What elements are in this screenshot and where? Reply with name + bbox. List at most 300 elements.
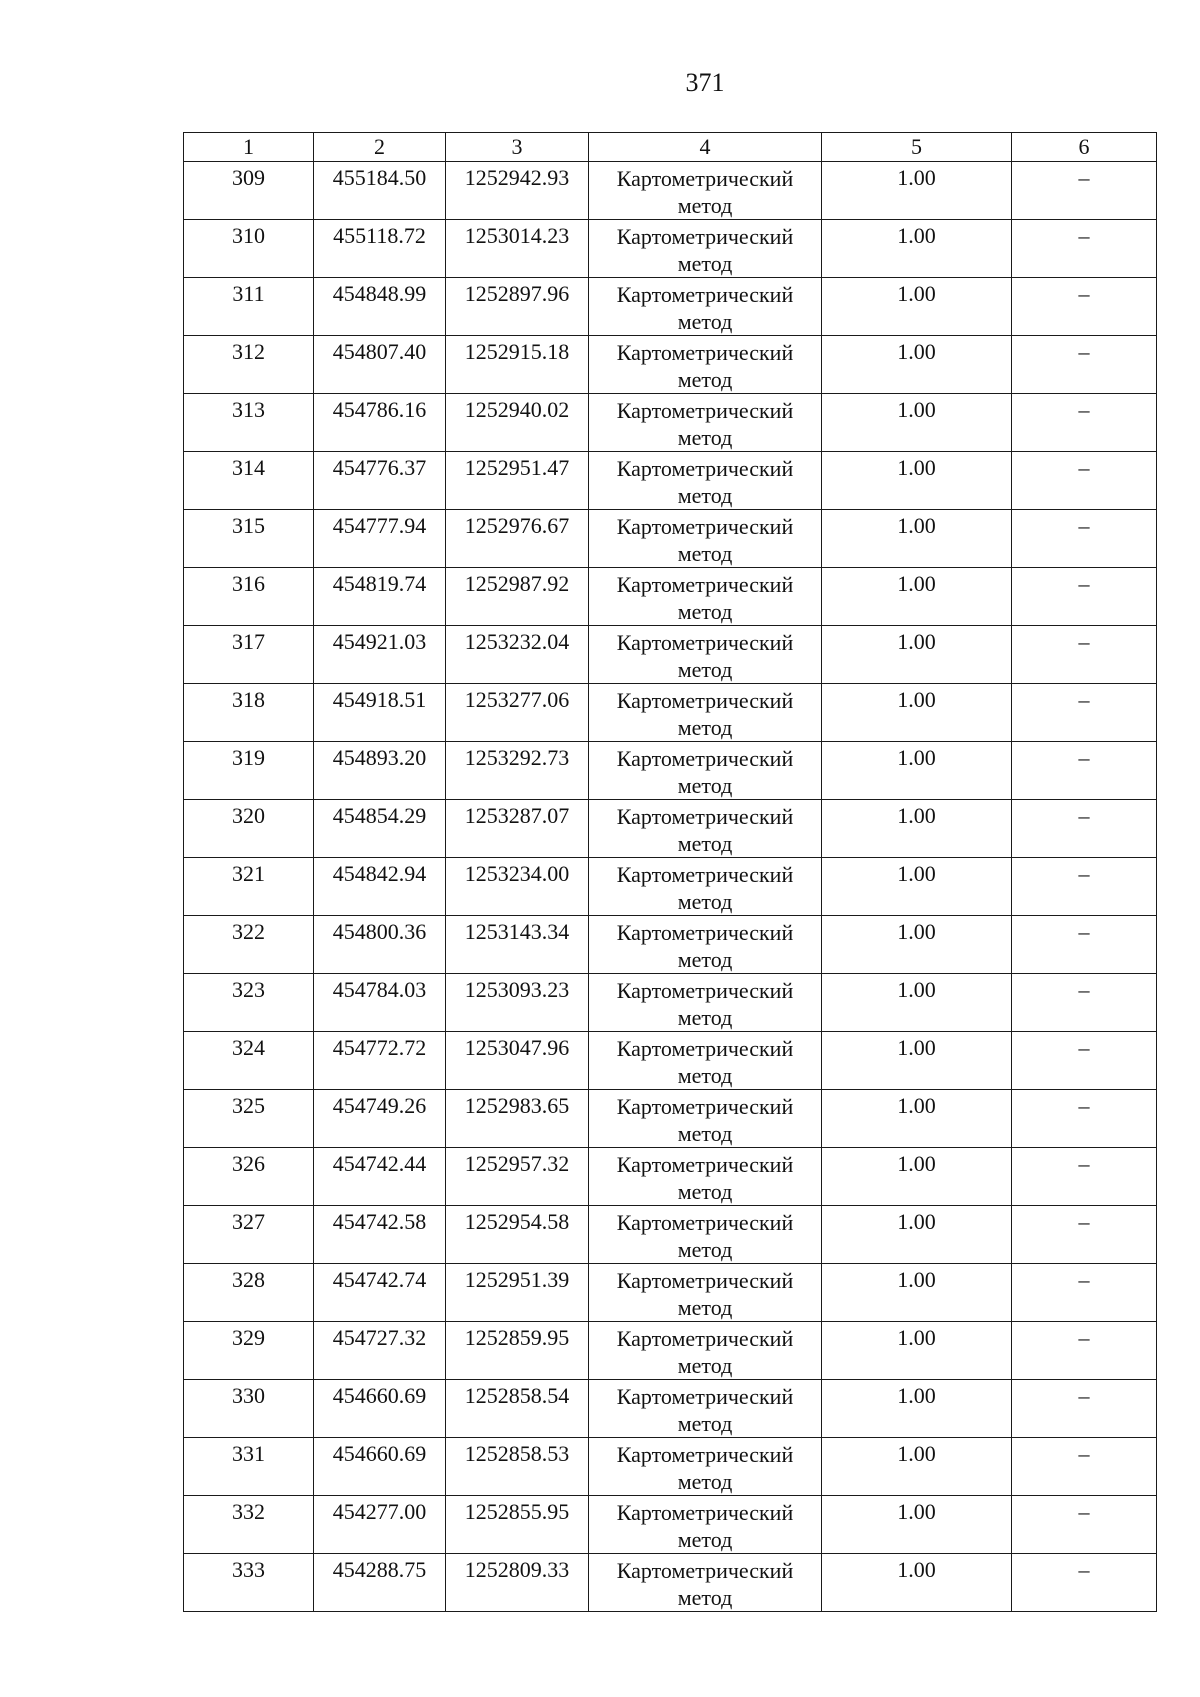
note-cell-text: –	[1078, 861, 1090, 886]
note-cell-text: –	[1078, 745, 1090, 770]
note-cell	[1012, 742, 1157, 800]
note-cell	[1012, 278, 1157, 336]
method-cell-text: метод	[677, 193, 733, 218]
method-cell-text: Картометрический	[616, 978, 794, 1003]
y-coordinate-cell-text: 1253093.23	[464, 977, 570, 1002]
method-cell-text: метод	[677, 1179, 733, 1204]
y-coordinate-cell-text: 1252987.92	[464, 571, 570, 596]
note-cell	[1012, 1032, 1157, 1090]
point-number-cell	[184, 916, 314, 974]
x-coordinate-cell-text: 454660.69	[332, 1383, 427, 1408]
x-coordinate-cell-text: 455184.50	[332, 165, 427, 190]
note-cell-text: –	[1078, 1441, 1090, 1466]
method-cell-text: Картометрический	[616, 804, 794, 829]
note-cell	[1012, 974, 1157, 1032]
point-number-cell-text: 312	[232, 339, 265, 364]
y-coordinate-cell	[446, 162, 589, 220]
accuracy-cell-text: 1.00	[897, 223, 936, 248]
accuracy-cell	[822, 1090, 1012, 1148]
table-row	[184, 1554, 1157, 1612]
method-cell-text: Картометрический	[616, 746, 794, 771]
x-coordinate-cell-text: 454786.16	[332, 397, 427, 422]
point-number-cell	[184, 568, 314, 626]
accuracy-cell-text: 1.00	[897, 339, 936, 364]
method-cell	[589, 1090, 822, 1148]
method-cell	[589, 1496, 822, 1554]
note-cell-text: –	[1078, 165, 1090, 190]
point-number-cell-text: 322	[232, 919, 265, 944]
point-number-cell-text: 316	[232, 571, 265, 596]
method-cell	[589, 336, 822, 394]
accuracy-cell	[822, 742, 1012, 800]
column-header: 3	[446, 133, 589, 162]
method-cell	[589, 858, 822, 916]
accuracy-cell-text: 1.00	[897, 745, 936, 770]
y-coordinate-cell	[446, 1438, 589, 1496]
table-body	[184, 162, 1157, 1612]
y-coordinate-cell	[446, 452, 589, 510]
table-row	[184, 974, 1157, 1032]
table-row	[184, 162, 1157, 220]
method-cell-text: Картометрический	[616, 224, 794, 249]
method-cell-text: Картометрический	[616, 166, 794, 191]
table-row	[184, 1148, 1157, 1206]
point-number-cell	[184, 162, 314, 220]
method-cell	[589, 394, 822, 452]
method-cell	[589, 1148, 822, 1206]
note-cell	[1012, 626, 1157, 684]
method-cell	[589, 684, 822, 742]
accuracy-cell	[822, 568, 1012, 626]
method-cell-text: метод	[677, 483, 733, 508]
accuracy-cell-text: 1.00	[897, 1325, 936, 1350]
x-coordinate-cell	[314, 800, 446, 858]
note-cell	[1012, 916, 1157, 974]
method-cell	[589, 510, 822, 568]
note-cell-text: –	[1078, 1325, 1090, 1350]
point-number-cell-text: 331	[232, 1441, 265, 1466]
note-cell-text: –	[1078, 687, 1090, 712]
x-coordinate-cell-text: 454777.94	[332, 513, 427, 538]
table-row	[184, 510, 1157, 568]
method-cell-text: метод	[677, 1353, 733, 1378]
accuracy-cell	[822, 336, 1012, 394]
accuracy-cell	[822, 1148, 1012, 1206]
accuracy-cell	[822, 220, 1012, 278]
method-cell-text: метод	[677, 1237, 733, 1262]
method-cell-text: Картометрический	[616, 1500, 794, 1525]
x-coordinate-cell-text: 454742.74	[332, 1267, 427, 1292]
method-cell-text: метод	[677, 1469, 733, 1494]
note-cell-text: –	[1078, 397, 1090, 422]
x-coordinate-cell-text: 454660.69	[332, 1441, 427, 1466]
method-cell	[589, 742, 822, 800]
y-coordinate-cell	[446, 1380, 589, 1438]
method-cell	[589, 1380, 822, 1438]
note-cell	[1012, 220, 1157, 278]
x-coordinate-cell	[314, 916, 446, 974]
method-cell-text: метод	[677, 251, 733, 276]
method-cell-text: Картометрический	[616, 1036, 794, 1061]
point-number-cell	[184, 452, 314, 510]
coordinates-table	[183, 132, 1157, 1612]
note-cell-text: –	[1078, 629, 1090, 654]
note-cell	[1012, 162, 1157, 220]
point-number-cell	[184, 858, 314, 916]
x-coordinate-cell	[314, 394, 446, 452]
table-row	[184, 1438, 1157, 1496]
method-cell	[589, 974, 822, 1032]
point-number-cell	[184, 394, 314, 452]
x-coordinate-cell	[314, 510, 446, 568]
y-coordinate-cell	[446, 1206, 589, 1264]
coordinates-table-wrapper	[183, 132, 1156, 1612]
x-coordinate-cell-text: 455118.72	[333, 223, 426, 248]
point-number-cell	[184, 1090, 314, 1148]
x-coordinate-cell-text: 454842.94	[332, 861, 427, 886]
method-cell	[589, 1322, 822, 1380]
table-row	[184, 684, 1157, 742]
method-cell-text: метод	[677, 715, 733, 740]
y-coordinate-cell-text: 1252942.93	[464, 165, 570, 190]
method-cell	[589, 626, 822, 684]
note-cell	[1012, 510, 1157, 568]
accuracy-cell	[822, 278, 1012, 336]
y-coordinate-cell	[446, 684, 589, 742]
y-coordinate-cell-text: 1253292.73	[464, 745, 570, 770]
y-coordinate-cell	[446, 1496, 589, 1554]
accuracy-cell-text: 1.00	[897, 803, 936, 828]
method-cell	[589, 916, 822, 974]
note-cell	[1012, 1090, 1157, 1148]
accuracy-cell	[822, 626, 1012, 684]
point-number-cell	[184, 1496, 314, 1554]
method-cell	[589, 800, 822, 858]
column-header: 1	[184, 133, 314, 162]
y-coordinate-cell	[446, 568, 589, 626]
point-number-cell	[184, 626, 314, 684]
accuracy-cell	[822, 800, 1012, 858]
accuracy-cell	[822, 162, 1012, 220]
point-number-cell	[184, 1206, 314, 1264]
note-cell	[1012, 452, 1157, 510]
y-coordinate-cell	[446, 336, 589, 394]
point-number-cell	[184, 800, 314, 858]
method-cell-text: метод	[677, 1063, 733, 1088]
y-coordinate-cell-text: 1252954.58	[464, 1209, 570, 1234]
method-cell-text: Картометрический	[616, 630, 794, 655]
accuracy-cell	[822, 974, 1012, 1032]
y-coordinate-cell	[446, 974, 589, 1032]
note-cell-text: –	[1078, 919, 1090, 944]
method-cell-text: метод	[677, 367, 733, 392]
y-coordinate-cell	[446, 626, 589, 684]
x-coordinate-cell-text: 454772.72	[332, 1035, 427, 1060]
accuracy-cell	[822, 1380, 1012, 1438]
x-coordinate-cell-text: 454918.51	[332, 687, 427, 712]
method-cell	[589, 220, 822, 278]
accuracy-cell-text: 1.00	[897, 861, 936, 886]
table-row	[184, 916, 1157, 974]
y-coordinate-cell-text: 1252809.33	[464, 1557, 570, 1582]
x-coordinate-cell-text: 454848.99	[332, 281, 427, 306]
method-cell-text: Картометрический	[616, 456, 794, 481]
note-cell-text: –	[1078, 1267, 1090, 1292]
accuracy-cell-text: 1.00	[897, 1151, 936, 1176]
accuracy-cell-text: 1.00	[897, 1209, 936, 1234]
method-cell-text: Картометрический	[616, 1326, 794, 1351]
point-number-cell-text: 311	[232, 281, 265, 306]
x-coordinate-cell-text: 454742.58	[332, 1209, 427, 1234]
accuracy-cell	[822, 1438, 1012, 1496]
table-row	[184, 1380, 1157, 1438]
point-number-cell	[184, 336, 314, 394]
y-coordinate-cell-text: 1252855.95	[464, 1499, 570, 1524]
x-coordinate-cell	[314, 1148, 446, 1206]
x-coordinate-cell	[314, 278, 446, 336]
note-cell	[1012, 568, 1157, 626]
point-number-cell-text: 310	[232, 223, 265, 248]
point-number-cell-text: 319	[232, 745, 265, 770]
method-cell-text: Картометрический	[616, 1558, 794, 1583]
note-cell-text: –	[1078, 803, 1090, 828]
point-number-cell-text: 309	[232, 165, 265, 190]
method-cell-text: Картометрический	[616, 572, 794, 597]
note-cell	[1012, 336, 1157, 394]
method-cell-text: метод	[677, 541, 733, 566]
method-cell-text: Картометрический	[616, 1210, 794, 1235]
method-cell	[589, 1206, 822, 1264]
point-number-cell-text: 325	[232, 1093, 265, 1118]
method-cell	[589, 1438, 822, 1496]
accuracy-cell	[822, 1032, 1012, 1090]
point-number-cell	[184, 684, 314, 742]
table-row	[184, 1322, 1157, 1380]
y-coordinate-cell	[446, 742, 589, 800]
x-coordinate-cell-text: 454819.74	[332, 571, 427, 596]
y-coordinate-cell-text: 1252897.96	[464, 281, 570, 306]
point-number-cell	[184, 1438, 314, 1496]
accuracy-cell-text: 1.00	[897, 1267, 936, 1292]
y-coordinate-cell	[446, 800, 589, 858]
x-coordinate-cell-text: 454854.29	[332, 803, 427, 828]
note-cell	[1012, 800, 1157, 858]
accuracy-cell-text: 1.00	[897, 397, 936, 422]
note-cell-text: –	[1078, 223, 1090, 248]
point-number-cell-text: 330	[232, 1383, 265, 1408]
y-coordinate-cell	[446, 1264, 589, 1322]
table-row	[184, 1206, 1157, 1264]
y-coordinate-cell	[446, 1148, 589, 1206]
y-coordinate-cell-text: 1252859.95	[464, 1325, 570, 1350]
point-number-cell-text: 323	[232, 977, 265, 1002]
x-coordinate-cell	[314, 1496, 446, 1554]
accuracy-cell-text: 1.00	[897, 165, 936, 190]
method-cell	[589, 1264, 822, 1322]
note-cell	[1012, 858, 1157, 916]
accuracy-cell	[822, 1206, 1012, 1264]
point-number-cell-text: 313	[232, 397, 265, 422]
accuracy-cell	[822, 684, 1012, 742]
x-coordinate-cell-text: 454727.32	[332, 1325, 427, 1350]
x-coordinate-cell	[314, 1322, 446, 1380]
y-coordinate-cell-text: 1252951.47	[464, 455, 570, 480]
y-coordinate-cell-text: 1253047.96	[464, 1035, 570, 1060]
table-row	[184, 336, 1157, 394]
y-coordinate-cell-text: 1252858.54	[464, 1383, 570, 1408]
table-row	[184, 394, 1157, 452]
point-number-cell-text: 329	[232, 1325, 265, 1350]
y-coordinate-cell-text: 1252976.67	[464, 513, 570, 538]
x-coordinate-cell-text: 454893.20	[332, 745, 427, 770]
method-cell	[589, 568, 822, 626]
method-cell	[589, 452, 822, 510]
y-coordinate-cell-text: 1253143.34	[464, 919, 570, 944]
y-coordinate-cell-text: 1252957.32	[464, 1151, 570, 1176]
table-row	[184, 1032, 1157, 1090]
x-coordinate-cell-text: 454742.44	[332, 1151, 427, 1176]
column-header: 4	[589, 133, 822, 162]
y-coordinate-cell	[446, 394, 589, 452]
table-row	[184, 568, 1157, 626]
point-number-cell-text: 324	[232, 1035, 265, 1060]
x-coordinate-cell-text: 454749.26	[332, 1093, 427, 1118]
accuracy-cell-text: 1.00	[897, 977, 936, 1002]
y-coordinate-cell-text: 1252940.02	[464, 397, 570, 422]
point-number-cell	[184, 1148, 314, 1206]
x-coordinate-cell	[314, 568, 446, 626]
x-coordinate-cell	[314, 452, 446, 510]
x-coordinate-cell-text: 454921.03	[332, 629, 427, 654]
table-row	[184, 626, 1157, 684]
page-number: 371	[685, 68, 725, 97]
y-coordinate-cell	[446, 510, 589, 568]
x-coordinate-cell	[314, 1554, 446, 1612]
point-number-cell	[184, 1032, 314, 1090]
x-coordinate-cell	[314, 1032, 446, 1090]
method-cell-text: метод	[677, 1585, 733, 1610]
column-header: 2	[314, 133, 446, 162]
point-number-cell-text: 328	[232, 1267, 265, 1292]
column-header: 5	[822, 133, 1012, 162]
column-header: 6	[1012, 133, 1157, 162]
accuracy-cell-text: 1.00	[897, 1383, 936, 1408]
note-cell-text: –	[1078, 339, 1090, 364]
method-cell-text: метод	[677, 1005, 733, 1030]
method-cell	[589, 278, 822, 336]
x-coordinate-cell	[314, 858, 446, 916]
x-coordinate-cell	[314, 684, 446, 742]
point-number-cell-text: 314	[232, 455, 265, 480]
method-cell-text: Картометрический	[616, 1384, 794, 1409]
accuracy-cell-text: 1.00	[897, 1499, 936, 1524]
point-number-cell	[184, 974, 314, 1032]
note-cell-text: –	[1078, 1557, 1090, 1582]
y-coordinate-cell	[446, 1554, 589, 1612]
note-cell	[1012, 1496, 1157, 1554]
method-cell-text: Картометрический	[616, 920, 794, 945]
accuracy-cell	[822, 1322, 1012, 1380]
method-cell-text: метод	[677, 599, 733, 624]
point-number-cell	[184, 220, 314, 278]
method-cell	[589, 1032, 822, 1090]
x-coordinate-cell	[314, 1438, 446, 1496]
accuracy-cell-text: 1.00	[897, 1093, 936, 1118]
note-cell	[1012, 394, 1157, 452]
method-cell	[589, 162, 822, 220]
note-cell-text: –	[1078, 1035, 1090, 1060]
accuracy-cell	[822, 916, 1012, 974]
note-cell-text: –	[1078, 281, 1090, 306]
y-coordinate-cell	[446, 858, 589, 916]
method-cell-text: метод	[677, 1121, 733, 1146]
x-coordinate-cell-text: 454784.03	[332, 977, 427, 1002]
x-coordinate-cell	[314, 220, 446, 278]
method-cell-text: метод	[677, 889, 733, 914]
method-cell-text: метод	[677, 1295, 733, 1320]
method-cell-text: метод	[677, 1411, 733, 1436]
accuracy-cell-text: 1.00	[897, 513, 936, 538]
point-number-cell-text: 333	[232, 1557, 265, 1582]
method-cell-text: Картометрический	[616, 1094, 794, 1119]
point-number-cell-text: 317	[232, 629, 265, 654]
table-row	[184, 742, 1157, 800]
method-cell-text: метод	[677, 947, 733, 972]
accuracy-cell	[822, 510, 1012, 568]
point-number-cell	[184, 1380, 314, 1438]
method-cell-text: метод	[677, 773, 733, 798]
y-coordinate-cell-text: 1252915.18	[464, 339, 570, 364]
method-cell-text: Картометрический	[616, 398, 794, 423]
accuracy-cell-text: 1.00	[897, 281, 936, 306]
x-coordinate-cell	[314, 1090, 446, 1148]
y-coordinate-cell-text: 1253014.23	[464, 223, 570, 248]
table-row	[184, 858, 1157, 916]
accuracy-cell-text: 1.00	[897, 1441, 936, 1466]
method-cell-text: Картометрический	[616, 282, 794, 307]
point-number-cell-text: 320	[232, 803, 265, 828]
y-coordinate-cell	[446, 1090, 589, 1148]
note-cell-text: –	[1078, 1383, 1090, 1408]
x-coordinate-cell	[314, 742, 446, 800]
accuracy-cell	[822, 858, 1012, 916]
accuracy-cell-text: 1.00	[897, 687, 936, 712]
accuracy-cell-text: 1.00	[897, 919, 936, 944]
table-row	[184, 220, 1157, 278]
method-cell-text: Картометрический	[616, 340, 794, 365]
x-coordinate-cell	[314, 1206, 446, 1264]
point-number-cell-text: 327	[232, 1209, 265, 1234]
y-coordinate-cell	[446, 278, 589, 336]
point-number-cell-text: 315	[232, 513, 265, 538]
y-coordinate-cell	[446, 220, 589, 278]
y-coordinate-cell-text: 1253287.07	[464, 803, 570, 828]
point-number-cell	[184, 1554, 314, 1612]
note-cell	[1012, 1264, 1157, 1322]
x-coordinate-cell	[314, 336, 446, 394]
accuracy-cell	[822, 1264, 1012, 1322]
y-coordinate-cell	[446, 916, 589, 974]
point-number-cell	[184, 1322, 314, 1380]
note-cell-text: –	[1078, 455, 1090, 480]
table-row	[184, 1496, 1157, 1554]
table-row	[184, 278, 1157, 336]
x-coordinate-cell	[314, 1264, 446, 1322]
point-number-cell	[184, 278, 314, 336]
method-cell-text: Картометрический	[616, 862, 794, 887]
accuracy-cell	[822, 394, 1012, 452]
accuracy-cell	[822, 1496, 1012, 1554]
